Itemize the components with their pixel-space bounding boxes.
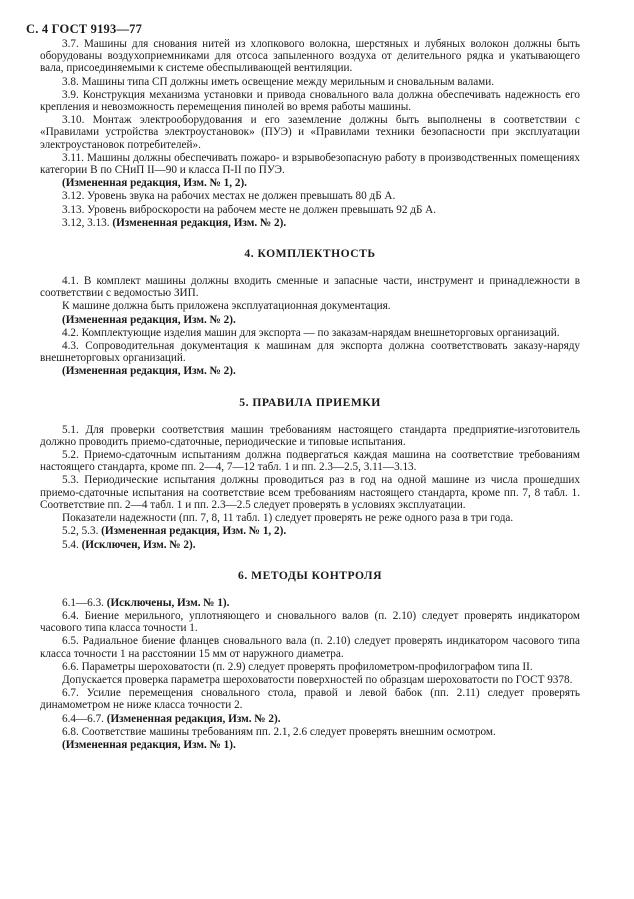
amendment-line [40,217,580,229]
paragraph: 6.7. Усилие перемещения сновального стола, правой и левой бабок (пп. 2.11) следует проверять динамометром не ниже класса точности 2. [40,687,580,712]
paragraph: Показатели надежности (пп. 7, 8, 11 табл. 1) следует проверять не реже одного раза в три года. [62,512,514,525]
clause-ref: 5.4. [62,538,82,551]
paragraph: 5.2. Приемо-сдаточным испытаниям должна подвергаться каждая машина на соответствие требованиям настоящего стандарта, кроме пп. 2—4, 7—12 табл. 1 и пп. 2.3—2.5, 3.11—3.13. [40,449,580,474]
amendment-note: (Исключены, Изм. № 1). [106,596,230,609]
paragraph: 3.8. Машины типа СП должны иметь освещение между мерильным и сновальным валами. [62,75,495,88]
paragraph: 4.3. Сопроводительная документация к машинам для экспорта должна соответствовать заказу-наряду внешнеторговых организаций. [40,340,580,365]
paragraph: Допускается проверка параметра шероховатости поверхностей по образцам шероховатости по ГОСТ 9378. [62,673,573,686]
paragraph: 6.5. Радиальное биение фланцев сновального вала (п. 2.10) следует проверять индикатором часового типа класса точности 1 на расстоянии 15 мм от наружного диаметра. [40,635,580,660]
section-heading: 5. ПРАВИЛА ПРИЕМКИ [239,395,381,409]
amendment-note: (Исключен, Изм. № 2). [81,538,196,551]
paragraph: 5.1. Для проверки соответствия машин требованиям настоящего стандарта предприятие-изготовитель должно проводить приемо-сдаточные, периодические и типовые испытания. [40,423,580,448]
paragraph: 4.2. Комплектующие изделия машин для экспорта — по заказам-нарядам внешнеторговых организаций. [62,326,560,339]
amendment-note: (Измененная редакция, Изм. № 1, 2). [101,525,287,538]
paragraph: 5.3. Периодические испытания должны проводиться раз в год на одной машине из числа прошедших приемо-сдаточные испытания на соответствие всем требованиям настоящего стандарта, кроме пп. 7, 8 табл. 1. Соответствие пп. 2—4 табл. 1 и пп. 2.3—2.5 следует проверять в условиях эксплуатации. [40,474,580,511]
paragraph: 3.12. Уровень звука на рабочих местах не должен превышать 80 дБ А. [62,190,396,203]
paragraph: 3.11. Машины должны обеспечивать пожаро- и взрывобезопасную работу в производственных помещениях категории В по СНиП II—90 и класса П-II по ПУЭ. [40,151,580,177]
paragraph: 3.7. Машины для снования нитей из хлопкового волокна, шерстяных и лубяных волокон должны быть оборудованы воздухоприемниками для отсоса запыленного воздуха от делительного рядка и укатывающего вала, присоединяемыми к системе обеспыливающей вентиляции. [40,38,580,75]
section-heading: 4. КОМПЛЕКТНОСТЬ [244,247,376,261]
clause-ref: 6.4—6.7. [62,712,107,725]
amendment-note: (Измененная редакция, Изм. № 1, 2). [62,177,247,190]
paragraph: 6.4. Биение мерильного, уплотняющего и сновального валов (п. 2.10) следует проверять индикатором часового типа класса точности 1. [40,609,580,635]
paragraph: 6.8. Соответствие машины требованиям пп. 2.1, 2.6 следует проверять внешним осмотром. [62,725,496,738]
paragraph: 3.13. Уровень виброскорости на рабочем месте не должен превышать 92 дБ А. [62,203,437,216]
amendment-line [40,539,580,551]
amendment-note: (Измененная редакция, Изм. № 2). [106,712,281,725]
clause-ref: 5.2, 5.3. [62,525,102,538]
amendment-note: (Измененная редакция, Изм. № 2). [62,313,236,326]
paragraph: 3.10. Монтаж электрооборудования и его заземление должны быть выполнены в соответствии с «Правилами устройства электроустановок» (ПУЭ) и «Правилами техники безопасности при эксплуатации электроустановок потребителей». [40,114,580,151]
amendment-note: (Измененная редакция, Изм. № 2). [112,216,287,229]
amendment-line [40,597,580,609]
section-heading: 6. МЕТОДЫ КОНТРОЛЯ [238,568,382,582]
paragraph: К машине должна быть приложена эксплуатационная документация. [62,300,391,313]
amendment-line [40,713,580,725]
page-header: С. 4 ГОСТ 9193—77 [26,22,143,36]
document-body [40,38,580,751]
amendment-line [40,525,580,537]
paragraph: 4.1. В комплект машины должны входить сменные и запасные части, инструмент и принадлежности в соответствии с ведомостью ЗИП. [40,275,580,300]
clause-ref: 6.1—6.3. [62,596,107,609]
amendment-note: (Измененная редакция, Изм. № 1). [62,738,236,751]
paragraph: 6.6. Параметры шероховатости (п. 2.9) следует проверять профилометром-профилографом типа II. [62,660,533,673]
paragraph: 3.9. Конструкция механизма установки и привода сновального вала должна обеспечивать надежность его крепления и невозможность перемещения пинолей во время работы машины. [40,88,580,114]
amendment-note: (Измененная редакция, Изм. № 2). [62,365,236,378]
clause-ref: 3.12, 3.13. [62,216,113,229]
